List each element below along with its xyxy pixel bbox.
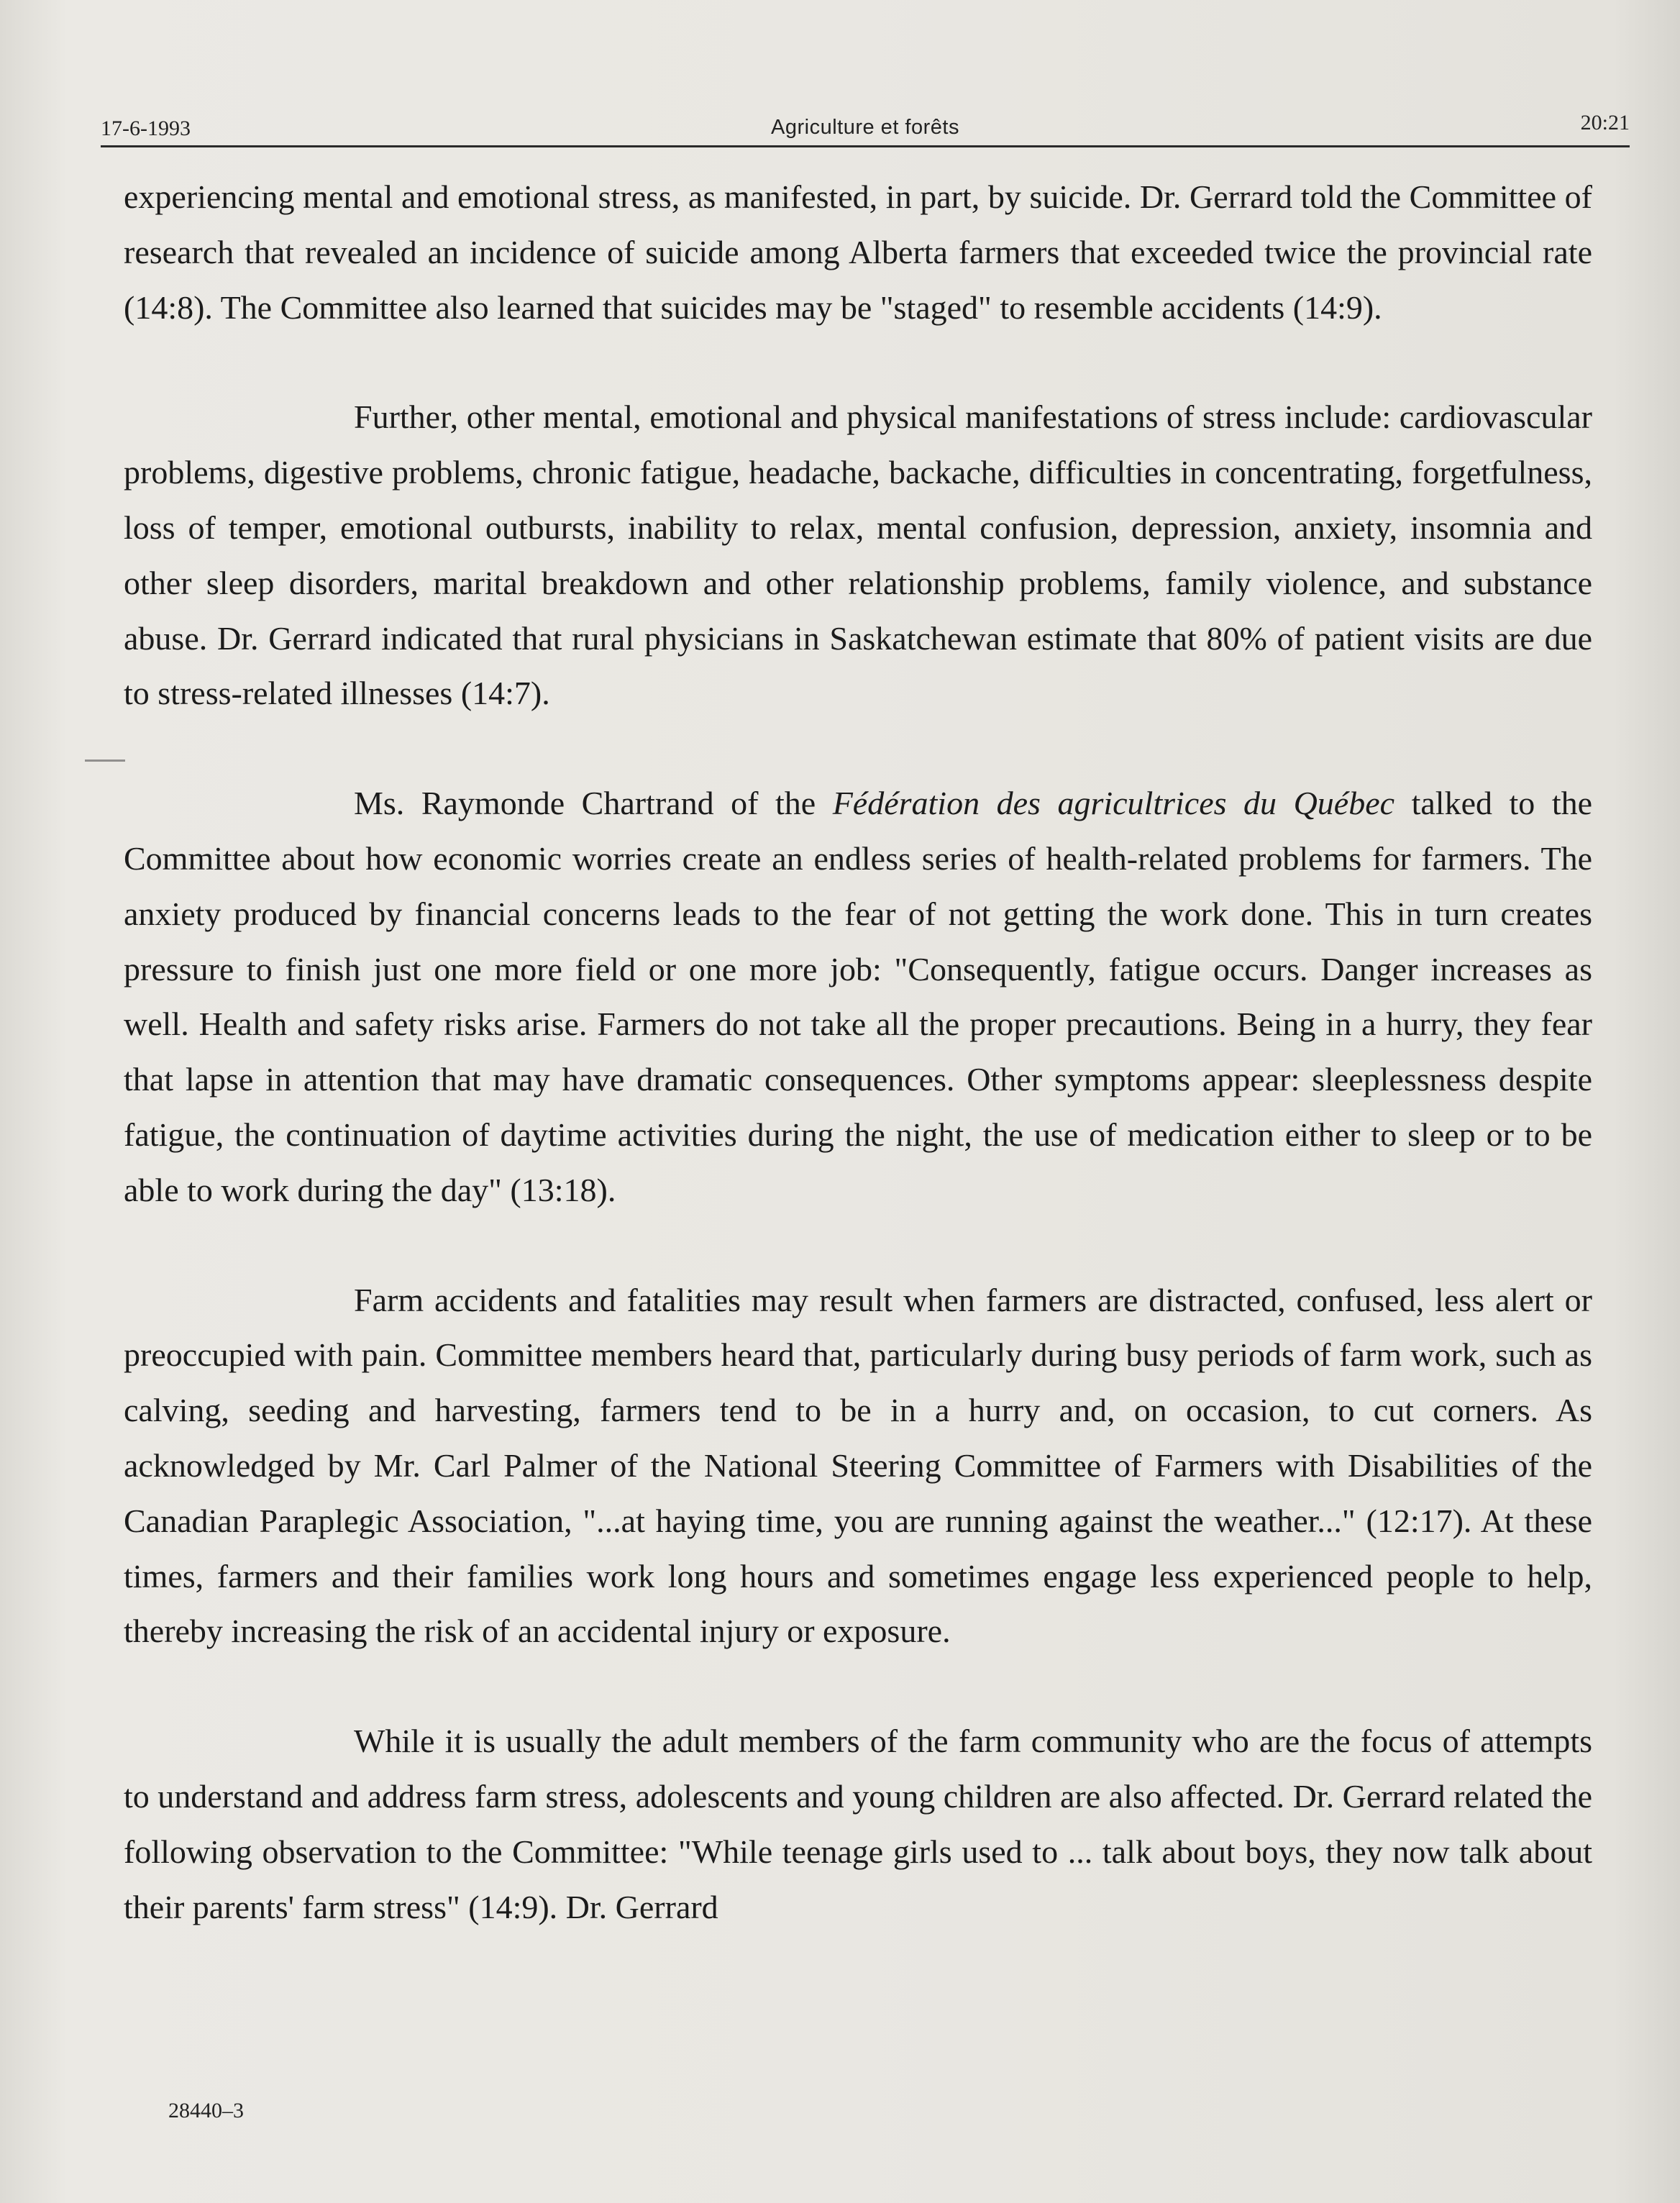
organization-name-italic: Fédération des agricultrices du Québec (832, 785, 1395, 822)
paragraph-2: Further, other mental, emotional and physical manifestations of stress include: cardiovascular problems, digestive problems, chronic fatigue, headache, backache, difficulties in concentrating, forgetfulness, loss of temper, emotional outbursts, inability to relax, mental confusion, depression, anxiety, insomnia and other sleep disorders, marital breakdown and other relationship problems, family violence, and substance abuse. Dr. Gerrard indicated that rural physicians in Saskatchewan estimate that 80% of patient visits are due to stress-related illnesses (14:7). (124, 398, 1592, 712)
paragraph-3 (124, 776, 1592, 1218)
header-title: Agriculture et forêts (771, 116, 959, 139)
paragraph-3-rest: talked to the Committee about how economic worries create an endless series of health-related problems for farmers. The anxiety produced by financial concerns leads to the fear of not getting the work done. This in turn creates pressure to finish just one more field or one more job: "Consequently, fatigue occurs. Danger increases as well. Health and safety risks arise. Farmers do not take all the proper precautions. Being in a hurry, they fear that lapse in attention that may have dramatic consequences. Other symptoms appear: sleeplessness despite fatigue, the continuation of daytime activities during the night, the use of medication either to sleep or to be able to work during the day" (13:18). (124, 785, 1593, 1208)
header-page-number: 20:21 (1580, 111, 1630, 134)
margin-mark (85, 760, 125, 762)
body-text (124, 170, 1592, 1989)
page-header (101, 106, 1630, 147)
paragraph-5: While it is usually the adult members of the farm community who are the focus of attempts to understand and address farm stress, adolescents and young children are also affected. Dr. Gerrard related the following observation to the Committee: "While teenage girls used to ... talk about boys, they now talk about their parents' farm stress" (14:9). Dr. Gerrard (124, 1723, 1592, 1925)
paragraph-4: Farm accidents and fatalities may result when farmers are distracted, confused, less alert or preoccupied with pain. Committee members heard that, particularly during busy periods of farm work, such as calving, seeding and harvesting, farmers tend to be in a hurry and, on occasion, to cut corners. As acknowledged by Mr. Carl Palmer of the National Steering Committee of Farmers with Disabilities of the Canadian Paraplegic Association, "...at haying time, you are running against the weather..." (12:17). At these times, farmers and their families work long hours and sometimes engage less experienced people to help, thereby increasing the risk of an accidental injury or exposure. (124, 1281, 1592, 1650)
paragraph-1: experiencing mental and emotional stress, as manifested, in part, by suicide. Dr. Gerrard told the Committee of research that revealed an incidence of suicide among Alberta farmers that exceeded twice the provincial rate (14:8). The Committee also learned that suicides may be "staged" to resemble accidents (14:9). (124, 178, 1592, 326)
header-date: 17-6-1993 (101, 117, 191, 140)
footer-code: 28440–3 (168, 2099, 244, 2122)
paragraph-3-lead: Ms. Raymonde Chartrand of the (354, 785, 833, 822)
